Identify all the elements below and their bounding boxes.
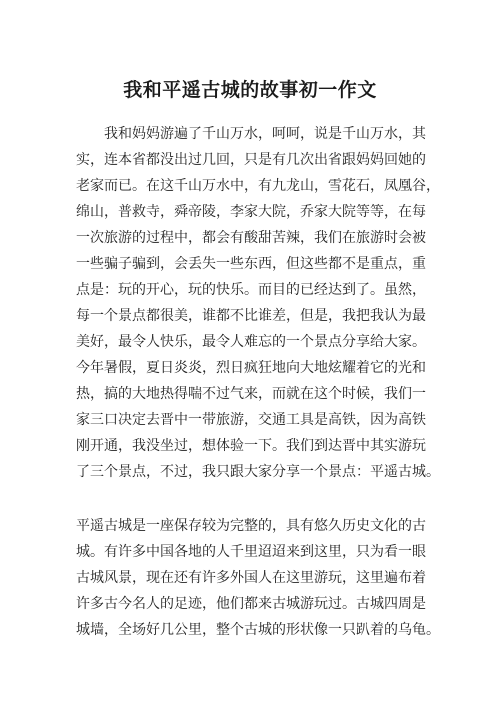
- text-line: 美好，最令人快乐，最令人难忘的一个景点分享给大家。: [76, 334, 426, 350]
- text-line: 城墙，全场好几公里，整个古城的形状像一只趴着的乌龟。: [76, 622, 440, 638]
- text-line: 热，搞的大地热得喘不过气来，而就在这个时候，我们一: [76, 386, 426, 402]
- text-line: 许多古今名人的足迹，他们都来古城游玩过。古城四周是: [76, 596, 426, 612]
- text-line: 绵山，普救寺，舜帝陵，李家大院，乔家大院等等，在每: [76, 204, 426, 220]
- text-line: 老家而已。在这千山万水中，有九龙山，雪花石，凤凰谷，: [76, 178, 440, 194]
- text-line: 实，连本省都没出过几回，只是有几次出省跟妈妈回她的: [76, 152, 426, 168]
- text-line: 今年暑假，夏日炎炎，烈日疯狂地向大地炫耀着它的光和: [76, 360, 426, 376]
- text-line: 刚开通，我没坐过，想体验一下。我们到达晋中其实游玩: [76, 438, 426, 454]
- paragraph-1: [76, 121, 440, 485]
- text-line: 了三个景点，不过，我只跟大家分享一个景点：平遥古城。: [76, 464, 440, 480]
- text-line: 平遥古城是一座保存较为完整的，具有悠久历史文化的古: [76, 518, 426, 534]
- text-line: 我和妈妈游遍了千山万水，呵呵，说是千山万水，其: [104, 126, 426, 142]
- text-line: 一些骗子骗到，会丢失一些东西，但这些都不是重点，重: [76, 256, 426, 272]
- text-line: 家三口决定去晋中一带旅游，交通工具是高铁，因为高铁: [76, 412, 426, 428]
- text-line: 每一个景点都很美，谁都不比谁差，但是，我把我认为最: [76, 308, 426, 324]
- text-line: 城。有许多中国各地的人千里迢迢来到这里，只为看一眼: [76, 544, 426, 560]
- text-line: 古城风景，现在还有许多外国人在这里游玩，这里遍布着: [76, 570, 426, 586]
- text-line: 一次旅游的过程中，都会有酸甜苦辣，我们在旅游时会被: [76, 230, 426, 246]
- paragraph-2: [76, 513, 440, 643]
- article-title: 我和平遥古城的故事初一作文: [123, 79, 377, 101]
- text-line: 点是：玩的开心，玩的快乐。而目的已经达到了。虽然，: [76, 282, 426, 298]
